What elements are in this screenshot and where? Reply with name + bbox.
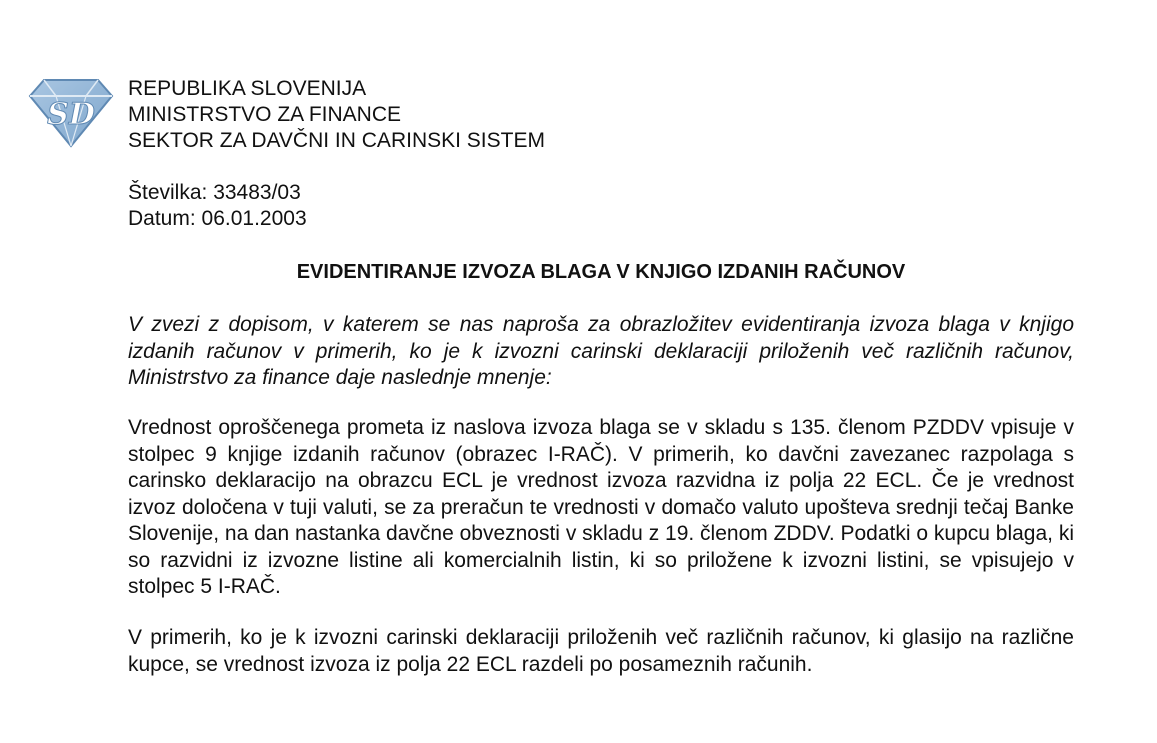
logo-text: SD [47,97,95,132]
document-date: Datum: 06.01.2003 [128,207,307,230]
document-title: EVIDENTIRANJE IZVOZA BLAGA V KNJIGO IZDANIH RAČUNOV [296,261,906,283]
intro-paragraph: V zvezi z dopisom, v katerem se nas naproša za obrazložitev evidentiranja izvoza blaga v knjigo izdanih računov v primerih, ko je k izvozni carinski deklaraciji priloženih več različnih računov, Ministrstvo za finance daje naslednje mnenje: [128,313,1074,389]
sd-logo [26,74,116,150]
document-meta [128,180,307,232]
header-ministry: MINISTRSTVO ZA FINANCE [128,103,402,126]
header-country: REPUBLIKA SLOVENIJA [128,77,367,100]
issuer-header [128,76,545,154]
document-number: Številka: 33483/03 [128,181,301,204]
header-sector: SEKTOR ZA DAVČNI IN CARINSKI SISTEM [128,129,545,152]
body-paragraph-1: Vrednost oproščenega prometa iz naslova izvoza blaga se v skladu s 135. členom PZDDV vpisuje v stolpec 9 knjige izdanih računov (obrazec I-RAČ). V primerih, ko davčni zavezanec razpolaga s carinsko deklaracijo na obrazcu ECL je vrednost izvoza razvidna iz polja 22 ECL. Če je vrednost izvoz določena v tuji valuti, se za preračun te vrednosti v domačo valuto upošteva srednji tečaj Banke Slovenije, na dan nastanka davčne obveznosti v skladu z 19. členom ZDDV. Podatki o kupcu blaga, ki so razvidni iz izvozne listine ali komercialnih listin, ki so priložene k izvozni listini, se vpisujejo v stolpec 5 I-RAČ. [128,416,1074,598]
sd-diamond-logo-icon [26,74,116,150]
body-paragraph-2: V primerih, ko je k izvozni carinski deklaraciji priloženih več različnih računov, ki glasijo na različne kupce, se vrednost izvoza iz polja 22 ECL razdeli po posameznih računih. [128,626,1074,676]
